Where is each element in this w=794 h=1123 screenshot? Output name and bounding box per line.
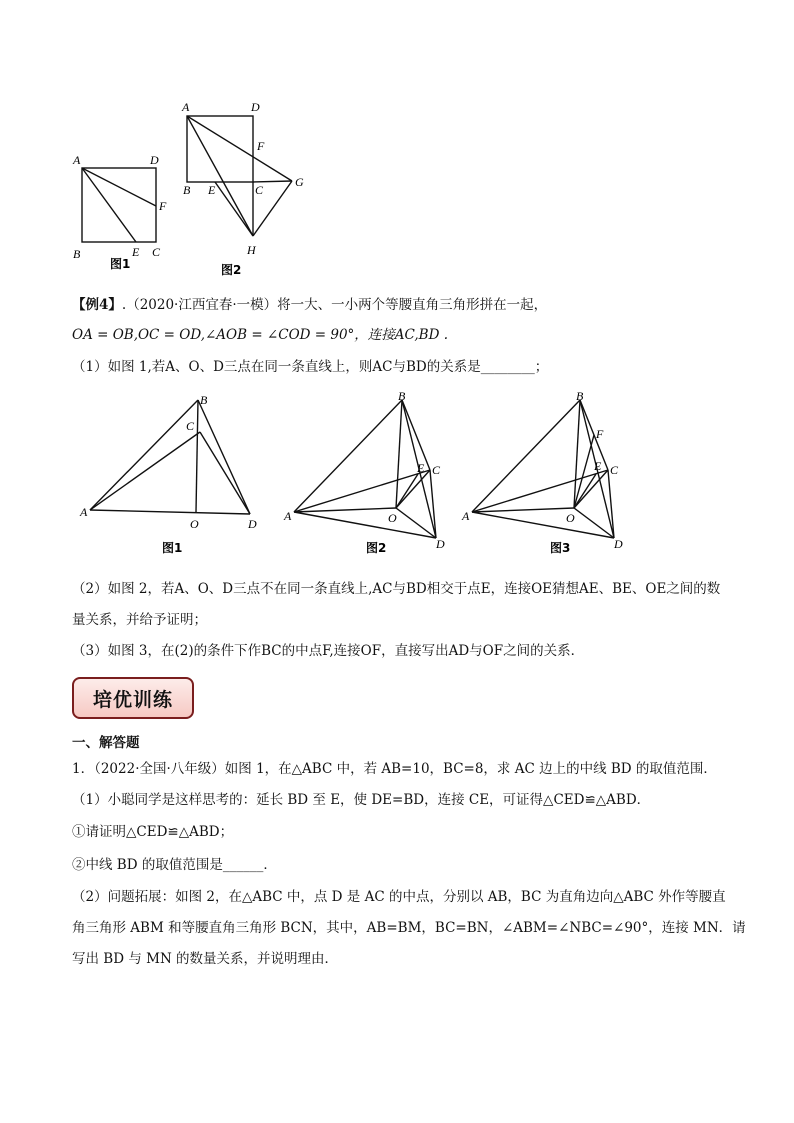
mfig3-label-D: D (614, 537, 623, 551)
fig2-caption: 图2 (221, 263, 242, 277)
fig2-label-B: B (183, 183, 191, 197)
fig1-label-B: B (73, 247, 81, 261)
figure-square-2 (175, 96, 315, 276)
example4-tag: 【例4】 (72, 297, 122, 313)
mfig2-label-E: E (417, 461, 425, 475)
figure-square-1 (70, 150, 170, 270)
fig1-label-F: F (159, 199, 167, 213)
example4-q2-line1: （2）如图 2，若A、O、D三点不在同一条直线上,AC与BD相交于点E，连接OE猜想AE、BE、OE之间的数 (72, 581, 721, 597)
problem1-line2: （1）小聪同学是这样思考的：延长 BD 至 E，使 DE=BD，连接 CE，可证得△CED≌△ABD． (72, 792, 651, 808)
problem1-line3: ①请证明△CED≌△ABD； (72, 824, 234, 840)
mfig2-label-B: B (398, 389, 406, 403)
mfig3-label-A: A (462, 509, 470, 523)
mfig2-label-A: A (284, 509, 292, 523)
fig1-caption: 图1 (110, 257, 131, 271)
section-heading: 一、解答题 (72, 735, 140, 751)
fig2-label-F: F (257, 139, 265, 153)
example4-line1 (72, 296, 547, 314)
fig1-label-C: C (152, 245, 161, 259)
mfig3-label-B: B (576, 389, 584, 403)
fig2-label-C: C (255, 183, 264, 197)
example4-line2: OA = OB,OC = OD,∠AOB = ∠COD = 90°，连接AC,BD . (72, 327, 448, 343)
problem1-line1: 1．（2022·全国·八年级）如图 1，在△ABC 中，若 AB=10，BC=8，求 AC 边上的中线 BD 的取值范围． (72, 761, 717, 777)
example4-source: .（2020·江西宜春·一模）将一大、一小两个等腰直角三角形拼在一起， (121, 297, 548, 313)
mfig1-caption: 图1 (162, 541, 183, 555)
mfig1-label-O: O (190, 517, 199, 531)
fig1-label-D: D (150, 153, 159, 167)
example4-q2-line2: 量关系，并给予证明； (72, 612, 207, 628)
example4-q1: （1）如图 1,若A、O、D三点在同一条直线上，则AC与BD的关系是________； (72, 359, 549, 375)
mfig1-label-B: B (200, 393, 208, 407)
mfig1-label-A: A (80, 505, 88, 519)
mfig1-label-D: D (248, 517, 257, 531)
fig1-label-A: A (73, 153, 81, 167)
fig2-label-H: H (247, 243, 256, 257)
problem1-line4: ②中线 BD 的取值范围是______． (72, 857, 277, 873)
mfig3-label-C: C (610, 463, 619, 477)
mfig1-label-C: C (186, 419, 195, 433)
mfig3-label-E: E (594, 459, 602, 473)
example4-q3: （3）如图 3，在(2)的条件下作BC的中点F,连接OF，直接写出AD与OF之间的关系． (72, 643, 585, 659)
mfig3-label-F: F (596, 427, 604, 441)
section-badge: 培优训练 (72, 677, 194, 719)
mfig2-caption: 图2 (366, 541, 387, 555)
figure-triangles-2 (284, 388, 459, 560)
mfig3-caption: 图3 (550, 541, 571, 555)
fig2-label-D: D (251, 100, 260, 114)
figure-triangles-1 (78, 390, 268, 560)
fig2-label-E: E (208, 183, 216, 197)
mfig2-label-O: O (388, 511, 397, 525)
fig1-label-E: E (132, 245, 140, 259)
problem1-line6: 角三角形 ABM 和等腰直角三角形 BCN，其中，AB=BM，BC=BN，∠ABM=∠NBC=∠90°，连接 MN．请 (72, 920, 746, 936)
fig2-label-A: A (182, 100, 190, 114)
mfig3-label-O: O (566, 511, 575, 525)
mfig2-label-C: C (432, 463, 441, 477)
problem1-line5: （2）问题拓展：如图 2，在△ABC 中，点 D 是 AC 的中点，分别以 AB，BC 为直角边向△ABC 外作等腰直 (72, 889, 726, 905)
fig2-label-G: G (295, 175, 304, 189)
mfig2-label-D: D (436, 537, 445, 551)
problem1-line7: 写出 BD 与 MN 的数量关系，并说明理由． (72, 951, 339, 967)
figure-triangles-3 (462, 388, 637, 560)
